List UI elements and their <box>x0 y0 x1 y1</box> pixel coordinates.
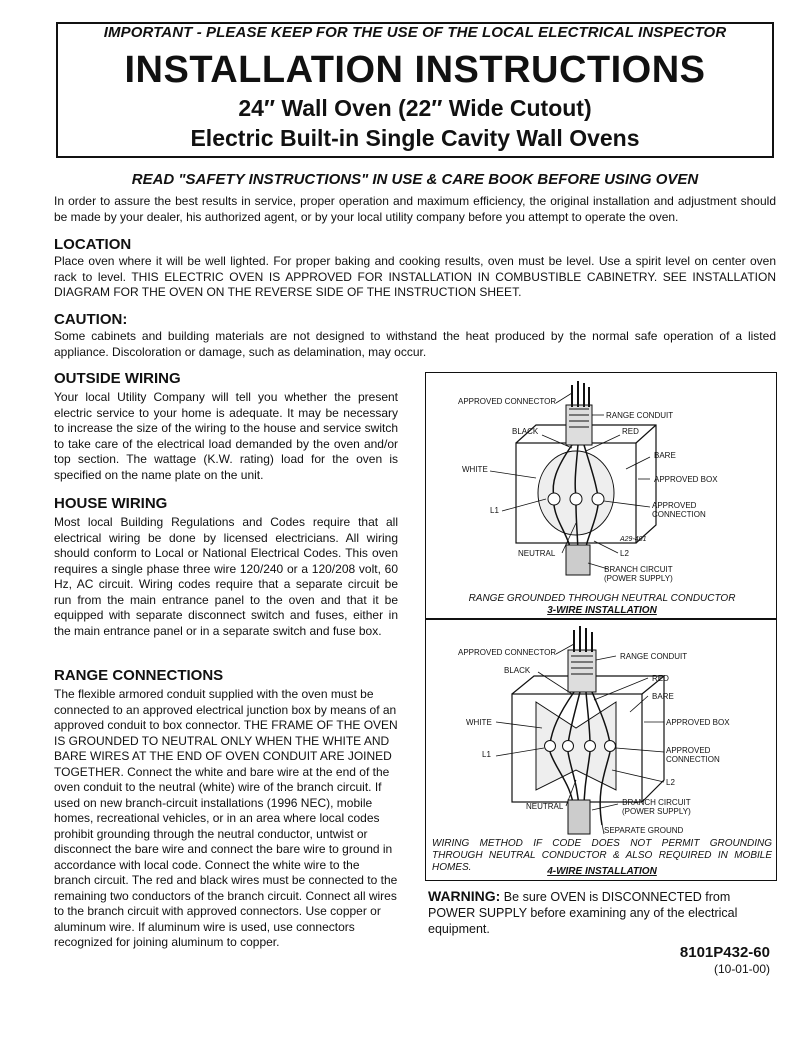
label-black: BLACK <box>504 666 531 675</box>
label-red: RED <box>652 674 669 683</box>
warning-notice <box>428 888 778 937</box>
house-wiring-heading: HOUSE WIRING <box>54 495 168 512</box>
warning-label: WARNING: <box>428 888 501 904</box>
diagram1-caption: RANGE GROUNDED THROUGH NEUTRAL CONDUCTOR <box>468 593 736 604</box>
label-l2: L2 <box>620 549 629 558</box>
inspector-notice: IMPORTANT - PLEASE KEEP FOR THE USE OF THE LOCAL ELECTRICAL INSPECTOR <box>103 24 727 41</box>
caution-text: Some cabinets and building materials are not designed to withstand the heat produced by the normal safe operation of a listed appliance. Discoloration or damage, such as delamination, may occur. <box>54 329 776 359</box>
branch-circuit-conduit <box>568 800 590 834</box>
label-approved-box: APPROVED BOX <box>666 718 730 727</box>
label-white: WHITE <box>466 718 492 727</box>
label-l2: L2 <box>666 778 675 787</box>
part-number: 8101P432-60 <box>679 944 770 961</box>
diagram-4-wire <box>425 619 777 881</box>
label-l1: L1 <box>490 506 499 515</box>
connector-l2 <box>592 493 604 505</box>
wiring-diagram-3-wire <box>426 373 778 620</box>
outside-wiring-text: Your local Utility Company will tell you whether the present electric service to your home is adequate. It may be necessary to increase the size of the wiring to the house and service switch to take care of the electrical load demanded by the oven and/or top section. The wattage (K.W. rating) load for the oven is specified on the name plate on the unit. <box>54 390 398 482</box>
diagram2-subcaption: 4-WIRE INSTALLATION <box>547 866 657 877</box>
label-neutral: NEUTRAL <box>526 802 564 811</box>
label-approved-connector: APPROVED CONNECTOR <box>458 397 557 406</box>
house-wiring-text: Most local Building Regulations and Codes require that all electrical wiring be done by licensed electricians. All wiring should conform to Local or National Electrical Codes. This oven requires a single phase three wire 120/240 or a 120/208 volt, 60 Hz, AC circuit. Wiring codes require that a separate circuit be run from the main entrance panel to the oven and that it be equipped with separate disconnect switch and fuses, either in the main entrance panel or in a separate switch and fuse box. <box>54 515 398 638</box>
page-subtitle-1: 24″ Wall Oven (22″ Wide Cutout) <box>238 95 592 121</box>
intro-paragraph: In order to assure the best results in service, proper operation and maximum efficiency, the original installation and adjustment should be made by your dealer, his authorized agent, or by your local utility company before you attempt to operate the oven. <box>54 194 776 224</box>
label-range-conduit: RANGE CONDUIT <box>620 652 688 661</box>
label-code: A29-401 <box>620 536 647 543</box>
label-bare: BARE <box>652 692 674 701</box>
label-branch-circuit: BRANCH CIRCUIT (POWER SUPPLY) <box>604 565 673 583</box>
label-red: RED <box>622 427 639 436</box>
connector-neutral <box>570 493 582 505</box>
label-neutral: NEUTRAL <box>518 549 556 558</box>
label-white: WHITE <box>462 465 488 474</box>
warning-text: Be sure OVEN is DISCONNECTED from POWER SUPPLY before examining any of the electrical equipment. <box>428 890 738 936</box>
caution-heading: CAUTION: <box>54 311 128 328</box>
outside-wiring-heading: OUTSIDE WIRING <box>54 370 181 387</box>
diagram2-caption: WIRING METHOD IF CODE DOES NOT PERMIT GROUNDING THROUGH NEUTRAL CONDUCTOR & ALSO REQUIRED IN MOBILE HOMES. <box>432 838 772 873</box>
diagram1-subcaption: 3-WIRE INSTALLATION <box>547 605 657 616</box>
page-title: INSTALLATION INSTRUCTIONS <box>124 49 706 91</box>
label-range-conduit: RANGE CONDUIT <box>606 411 674 420</box>
label-approved-box: APPROVED BOX <box>654 475 718 484</box>
label-separate-ground: SEPARATE GROUND <box>604 826 684 835</box>
range-conduit <box>566 405 592 445</box>
location-heading: LOCATION <box>54 236 132 253</box>
diagram-3-wire <box>425 372 777 619</box>
read-notice: READ "SAFETY INSTRUCTIONS" IN USE & CARE BOOK BEFORE USING OVEN <box>131 171 699 188</box>
label-branch-circuit: BRANCH CIRCUIT (POWER SUPPLY) <box>622 798 691 816</box>
page-subtitle-2: Electric Built-in Single Cavity Wall Ovens <box>190 125 640 151</box>
branch-circuit-conduit <box>566 545 590 575</box>
label-l1: L1 <box>482 750 491 759</box>
revision-date: (10-01-00) <box>713 962 770 976</box>
range-connections-text: The flexible armored conduit supplied with the oven must be connected to an approved electrical junction box by means of an approved conduit to box connector. THE FRAME OF THE OVEN IS GROUNDED TO NEUTRAL ONLY WHEN THE WHITE AND BARE WIRES AT THE END OF OVEN CONDUIT ARE JOINED TOGETHER. Connect the white and bare wire at the end of the oven conduit to the neutral (white) wire of the branch circuit. If used on new branch-circuit installations (1996 NEC), mobile homes, recreational vehicles, or in an area where local codes prohibit grounding through the neutral conductor, untwist or disconnect the bare wire and connect the bare wire to ground in accordance with local code. Connect the white wire to the branch circuit. The red and black wires must be connected to the remaining two conductors of the branch circuit. Connect all wires to the branch circuit with approved connectors. Use copper or aluminum wire. If aluminum wire is used, use connectors recognized for joining aluminum to copper. <box>54 687 398 949</box>
label-approved-connection: APPROVED CONNECTION <box>652 501 706 519</box>
range-connections-heading: RANGE CONNECTIONS <box>54 667 224 684</box>
location-text: Place oven where it will be well lighted. For proper baking and cooking results, oven must be level. Use a spirit level on center oven rack to level. THIS ELECTRIC OVEN IS APPROVED FOR INSTALLATION IN COMBUSTIBLE CABINETRY. SEE INSTALLATION DIAGRAM FOR THE OVEN ON THE REVERSE SIDE OF THE INSTRUCTION SHEET. <box>54 254 776 299</box>
connector-l1 <box>548 493 560 505</box>
label-approved-connector: APPROVED CONNECTOR <box>458 648 557 657</box>
label-bare: BARE <box>654 451 676 460</box>
label-approved-connection: APPROVED CONNECTION <box>666 746 720 764</box>
label-black: BLACK <box>512 427 539 436</box>
